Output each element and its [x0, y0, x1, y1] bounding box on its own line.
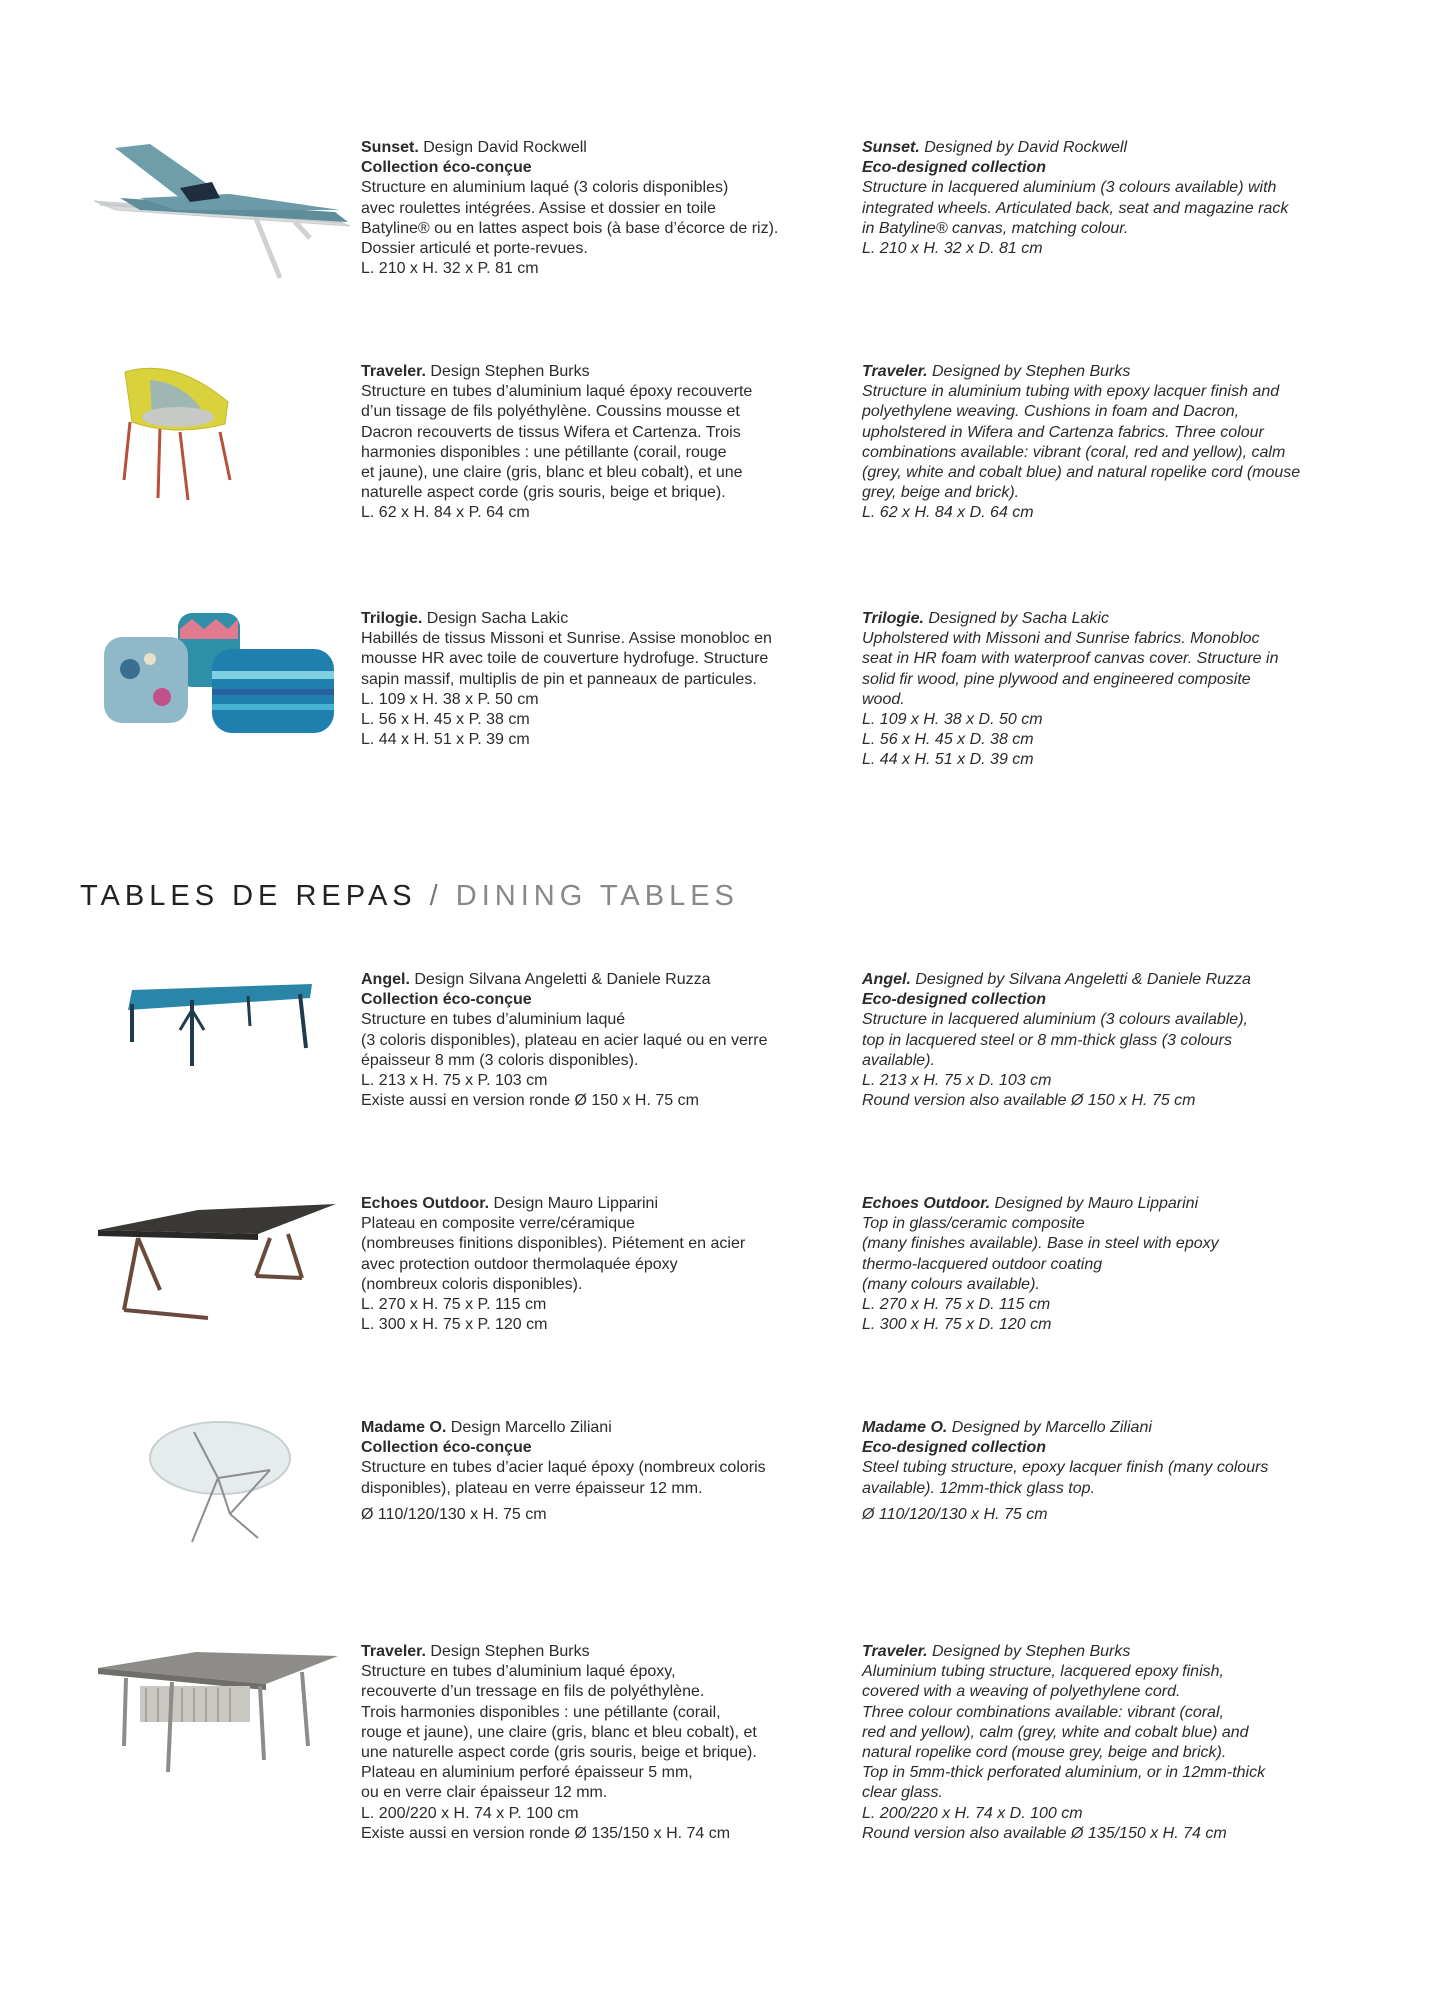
dimensions: L. 213 x H. 75 x P. 103 cm — [361, 1072, 548, 1090]
angel-fr — [361, 970, 821, 1111]
desc-line: recouverte d’un tressage en fils de polyéthylène. — [361, 1683, 705, 1701]
woven-table-image — [80, 1642, 360, 1782]
desc-line: Existe aussi en version ronde Ø 135/150 x H. 74 cm — [361, 1824, 731, 1842]
trilogie-en — [862, 609, 1372, 771]
echoes-fr — [361, 1194, 821, 1335]
desc-line: natural ropelike cord (mouse grey, beige and brick). — [862, 1744, 1227, 1762]
product-name: Sunset. — [361, 139, 419, 156]
desc-line: top in lacquered steel or 8 mm-thick glass (3 colours — [862, 1031, 1232, 1049]
product-name: Madame O. — [361, 1419, 447, 1436]
product-name: Traveler. — [361, 363, 426, 380]
designer: Designed by Sacha Lakic — [923, 610, 1109, 627]
desc-line: Dossier articulé et porte-revues. — [361, 240, 588, 258]
designer: Designed by Stephen Burks — [927, 363, 1131, 380]
dimensions: L. 300 x H. 75 x D. 120 cm — [862, 1316, 1052, 1334]
desc-line: Dacron recouverts de tissus Wifera et Cartenza. Trois — [361, 423, 741, 441]
desc-line: grey, beige and brick). — [862, 484, 1020, 502]
product-name: Traveler. — [361, 1643, 426, 1660]
product-name: Traveler. — [862, 1643, 928, 1660]
madame-o-fr — [361, 1418, 821, 1525]
armchair-image — [80, 362, 360, 502]
desc-line: (nombreuses finitions disponibles). Piétement en acier — [361, 1235, 746, 1253]
collection-label: Eco-designed collection — [862, 159, 1047, 177]
designer: Design Marcello Ziliani — [446, 1419, 612, 1436]
desc-line: harmonies disponibles : une pétillante (corail, rouge — [361, 443, 727, 461]
designer: Designed by Stephen Burks — [927, 1643, 1131, 1660]
echoes-en — [862, 1194, 1372, 1335]
desc-line: Plateau en composite verre/céramique — [361, 1215, 635, 1233]
desc-line: Structure in lacquered aluminium (3 colours available) with — [862, 179, 1277, 197]
desc-line: Structure en tubes d’acier laqué époxy (nombreux coloris — [361, 1459, 766, 1477]
desc-line: avec roulettes intégrées. Assise et dossier en toile — [361, 199, 716, 217]
product-name: Angel. — [361, 971, 410, 988]
desc-line: solid fir wood, pine plywood and engineered composite — [862, 670, 1251, 688]
product-name: Madame O. — [862, 1419, 948, 1436]
traveler-table-fr — [361, 1642, 821, 1844]
desc-line: Steel tubing structure, epoxy lacquer finish (many colours — [862, 1459, 1269, 1477]
desc-line: wood. — [862, 690, 905, 708]
dimensions: L. 300 x H. 75 x P. 120 cm — [361, 1316, 548, 1334]
desc-line: Upholstered with Missoni and Sunrise fabrics. Monobloc — [862, 630, 1260, 648]
desc-line: Aluminium tubing structure, lacquered epoxy finish, — [862, 1663, 1224, 1681]
designer: Designed by Mauro Lipparini — [990, 1195, 1199, 1212]
traveler-chair-en — [862, 362, 1372, 524]
dark-table-image — [80, 1194, 360, 1324]
designer: Design Silvana Angeletti & Daniele Ruzza — [409, 971, 711, 988]
product-name: Sunset. — [862, 139, 920, 156]
traveler-table-en — [862, 1642, 1372, 1844]
sunset-fr — [361, 138, 821, 279]
dimensions: L. 200/220 x H. 74 x D. 100 cm — [862, 1804, 1083, 1822]
product-name: Trilogie. — [862, 610, 924, 627]
desc-line: combinations available: vibrant (coral, red and yellow), calm — [862, 443, 1286, 461]
desc-line: Round version also available Ø 150 x H. 75 cm — [862, 1092, 1196, 1110]
desc-line: upholstered in Wifera and Cartenza fabrics. Three colour — [862, 423, 1264, 441]
traveler-chair-fr — [361, 362, 821, 524]
dimensions: L. 44 x H. 51 x P. 39 cm — [361, 731, 530, 749]
desc-line: disponibles), plateau en verre épaisseur 12 mm. — [361, 1479, 703, 1497]
collection-label: Collection éco-conçue — [361, 159, 532, 177]
collection-label: Eco-designed collection — [862, 1439, 1047, 1457]
trilogie-fr — [361, 609, 821, 750]
designer: Design David Rockwell — [418, 139, 587, 156]
chaise-longue-image — [80, 138, 360, 283]
glass-table-image — [80, 1418, 360, 1558]
dimensions: L. 109 x H. 38 x D. 50 cm — [862, 711, 1043, 729]
desc-line: available). 12mm-thick glass top. — [862, 1479, 1095, 1497]
desc-line: Structure en tubes d’aluminium laqué époxy recouverte — [361, 383, 753, 401]
dimensions: Ø 110/120/130 x H. 75 cm — [862, 1505, 1048, 1523]
designer: Design Stephen Burks — [425, 1643, 590, 1660]
dimensions: L. 200/220 x H. 74 x P. 100 cm — [361, 1804, 579, 1822]
dimensions: L. 44 x H. 51 x D. 39 cm — [862, 751, 1034, 769]
desc-line: ou en verre clair épaisseur 12 mm. — [361, 1784, 608, 1802]
desc-line: Three colour combinations available: vibrant (coral, — [862, 1703, 1224, 1721]
designer: Designed by David Rockwell — [919, 139, 1127, 156]
product-name: Angel. — [862, 971, 911, 988]
desc-line: d’un tissage de fils polyéthylène. Coussins mousse et — [361, 403, 740, 421]
dimensions: L. 56 x H. 45 x P. 38 cm — [361, 711, 530, 729]
dimensions: Ø 110/120/130 x H. 75 cm — [361, 1505, 547, 1523]
dimensions: L. 270 x H. 75 x D. 115 cm — [862, 1296, 1051, 1314]
dimensions: L. 109 x H. 38 x P. 50 cm — [361, 690, 539, 708]
desc-line: Top in glass/ceramic composite — [862, 1215, 1085, 1233]
desc-line: Structure en tubes d’aluminium laqué époxy, — [361, 1663, 676, 1681]
collection-label: Collection éco-conçue — [361, 1439, 532, 1457]
product-name: Echoes Outdoor. — [361, 1195, 490, 1212]
desc-line: sapin massif, multiplis de pin et panneaux de particules. — [361, 670, 757, 688]
desc-line: une naturelle aspect corde (gris souris, beige et brique). — [361, 1744, 757, 1762]
section-heading — [80, 880, 739, 913]
desc-line: clear glass. — [862, 1784, 943, 1802]
section-title-en: DINING TABLES — [455, 880, 739, 912]
designer: Design Stephen Burks — [425, 363, 590, 380]
designer: Design Mauro Lipparini — [489, 1195, 658, 1212]
desc-line: rouge et jaune), une claire (gris, blanc et bleu cobalt), et — [361, 1723, 757, 1741]
product-name: Trilogie. — [361, 610, 423, 627]
blue-table-image — [80, 970, 360, 1100]
desc-line: in Batyline® canvas, matching colour. — [862, 219, 1129, 237]
dimensions: L. 56 x H. 45 x D. 38 cm — [862, 731, 1034, 749]
desc-line: Habillés de tissus Missoni et Sunrise. Assise monobloc en — [361, 630, 772, 648]
desc-line: (3 coloris disponibles), plateau en acier laqué ou en verre — [361, 1031, 768, 1049]
desc-line: thermo-lacquered outdoor coating — [862, 1255, 1103, 1273]
desc-line: Trois harmonies disponibles : une pétillante (corail, — [361, 1703, 721, 1721]
desc-line: épaisseur 8 mm (3 coloris disponibles). — [361, 1051, 639, 1069]
desc-line: Top in 5mm-thick perforated aluminium, or in 12mm-thick — [862, 1764, 1266, 1782]
desc-line: Structure in lacquered aluminium (3 colours available), — [862, 1011, 1248, 1029]
desc-line: Structure en tubes d’aluminium laqué — [361, 1011, 626, 1029]
desc-line: (grey, white and cobalt blue) and natural ropelike cord (mouse — [862, 464, 1301, 482]
madame-o-en — [862, 1418, 1372, 1525]
designer: Designed by Marcello Ziliani — [947, 1419, 1152, 1436]
dimensions: L. 270 x H. 75 x P. 115 cm — [361, 1296, 547, 1314]
designer: Design Sacha Lakic — [422, 610, 569, 627]
sunset-en — [862, 138, 1372, 259]
dimensions: L. 62 x H. 84 x P. 64 cm — [361, 504, 530, 522]
desc-line: Structure in aluminium tubing with epoxy lacquer finish and — [862, 383, 1280, 401]
collection-label: Collection éco-conçue — [361, 991, 532, 1009]
desc-line: mousse HR avec toile de couverture hydrofuge. Structure — [361, 650, 769, 668]
desc-line: polyethylene weaving. Cushions in foam and Dacron, — [862, 403, 1240, 421]
desc-line: et jaune), une claire (gris, blanc et bleu cobalt), et une — [361, 464, 743, 482]
dimensions: L. 62 x H. 84 x D. 64 cm — [862, 504, 1034, 522]
section-separator: / — [416, 880, 456, 912]
desc-line: covered with a weaving of polyethylene cord. — [862, 1683, 1181, 1701]
dimensions: L. 213 x H. 75 x D. 103 cm — [862, 1072, 1052, 1090]
angel-en — [862, 970, 1372, 1111]
section-title-fr: TABLES DE REPAS — [80, 880, 417, 912]
desc-line: avec protection outdoor thermolaquée époxy — [361, 1255, 678, 1273]
desc-line: Structure en aluminium laqué (3 coloris disponibles) — [361, 179, 729, 197]
desc-line: (nombreux coloris disponibles). — [361, 1275, 583, 1293]
desc-line: Round version also available Ø 135/150 x H. 74 cm — [862, 1824, 1227, 1842]
desc-line: integrated wheels. Articulated back, seat and magazine rack — [862, 199, 1289, 217]
dimensions: L. 210 x H. 32 x P. 81 cm — [361, 260, 539, 278]
desc-line: available). — [862, 1051, 935, 1069]
desc-line: Existe aussi en version ronde Ø 150 x H. 75 cm — [361, 1092, 699, 1110]
desc-line: Batyline® ou en lattes aspect bois (à base d’écorce de riz). — [361, 219, 779, 237]
desc-line: red and yellow), calm (grey, white and cobalt blue) and — [862, 1723, 1249, 1741]
desc-line: seat in HR foam with waterproof canvas cover. Structure in — [862, 650, 1279, 668]
designer: Designed by Silvana Angeletti & Daniele Ruzza — [910, 971, 1251, 988]
dimensions: L. 210 x H. 32 x D. 81 cm — [862, 240, 1043, 258]
product-name: Echoes Outdoor. — [862, 1195, 991, 1212]
desc-line: Plateau en aluminium perforé épaisseur 5 mm, — [361, 1764, 693, 1782]
collection-label: Eco-designed collection — [862, 991, 1047, 1009]
desc-line: naturelle aspect corde (gris souris, beige et brique). — [361, 484, 726, 502]
desc-line: (many finishes available). Base in steel with epoxy — [862, 1235, 1219, 1253]
product-name: Traveler. — [862, 363, 928, 380]
poufs-image — [80, 609, 360, 739]
desc-line: (many colours available). — [862, 1275, 1040, 1293]
